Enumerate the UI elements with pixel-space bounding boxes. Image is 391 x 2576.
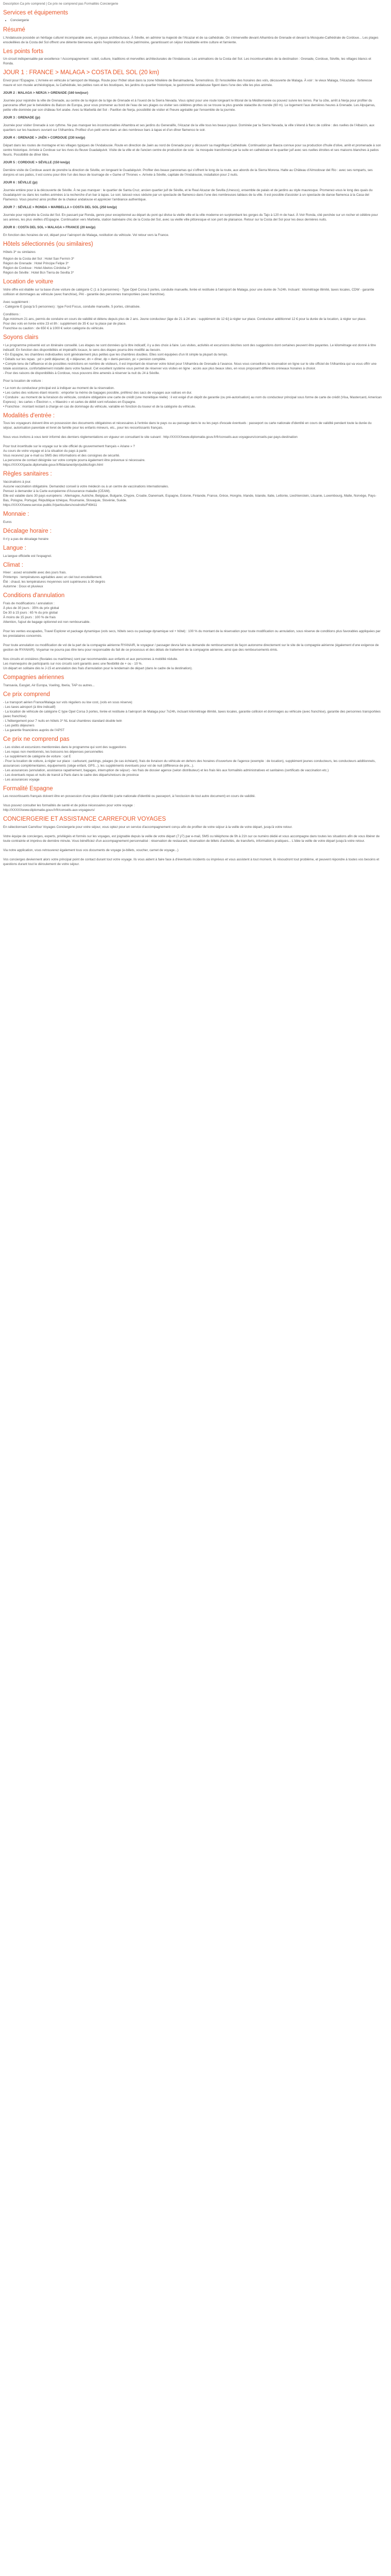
services-title: Services et équipements — [3, 10, 68, 16]
hotels-subtitle: Hôtels 3* ou similaires — [3, 250, 36, 255]
location-conditions-label: Conditions : — [3, 312, 21, 316]
itinerary-day-text: Journée pour rejoindre la ville de Grenade, au centre de la région de la tige de Grenade et à l'ouest de la Sierra Nevada. Vous optez pour une route longeant le littoral de la Méditerranée ou pouvez suivre les terres. Par la côte, arrêt à Nerja pour profiter du panorama offert par le belvédère du Balcon de Europa, pour vous promener au bord de l'eau de ses plages ou visiter ses célèbres grottes où se trouve la plus grande stalactite du monde (60 m). Le logement l'aux dernières heures à Grenade. Les Alpujarras, petite ville dominée par son château fort arabe. Avec la Marbellà del Sol - Pavillon de Nerja, possibilité de visiter et l'heure agréable par l'ensemble de la journée. — [3, 99, 376, 112]
langue-title: Langue : — [3, 545, 26, 551]
monnaie-text: Euros — [3, 520, 12, 524]
prix-comprend-text: - Le transport aérien France/Malaga sur vols réguliers ou low cost, (vols en sous réserve) - Les taxes aéroport (à titre indicatif) - La location de véhicule de catégorie C type Opel Corsa 3 portes, livrée et restituée à l'aéroport de Malaga pour 7x24h, incluant kilométrage illimité, taxes locales, garantie collision et dommages au véhicule (avec franchise), garantie des personnes transportées (avec franchise) - L'hébergement pour 7 nuits en hôtels 3* NL local chambres standard double twin - Les petits déjeuners - La garantie financières auprès de l'APST — [3, 700, 381, 732]
location-text: Votre offre est établie sur la base d'une voiture de catégorie C (1 à 3 personnes) - Type Opel Corsa 3 portes, conduite manuelle, livrée et restituée à l'aéroport de Malaga, pour une durée de 7x24h. Incluant : kilométrage illimité, taxes locales, CDW - garantie collision et dommages au véhicule (avec franchise), PAI - garantie des personnes transportées (avec franchise). — [3, 287, 374, 296]
conditions-annulation-text: Frais de modifications / annulation : À plus de 30 jours : 35% du prix global De 30 à 15 jours : 65 % du prix global À moins de 15 jours : 100 % de frais Attention, l'ajout de bagage optionnel est non remboursable. Pour les ventes escapades, Travel Explorer et package dynamique (vols secs, hôtels secs ou package dynamique vol + hôtel) : 100 % du montant de la réservation pour toute modification ou annulation, sous réserve de conditions plus favorables appliquées par les prestataires concernés. Pour toute annulation ou modification de vol de la part de la compagnie aérienne RYANAIR, le voyageur / passager devra faire sa demande de remboursement de façon autonome directement sur le site de la compagnie aérienne (également d'une exigence de gestion de RYANAIR). Voyamar ne pourra pas être tenu pour responsable du fait de ce processus et des délais de traitement de la compagnie aérienne, ainsi que des remboursements émis. Nos circuits et croisières (fluviales ou maritimes) sont par recommandés aux enfants et aux personnes à mobilité réduite. Les mannequins de participants sur nos circuits sont garantis avec une flexibilité de + ou - 10 %. Un départ en solitaire dès le J-15 et annulation des frais d'annulation pour le lendemain de départ (dans le cadre de la destination). — [3, 602, 381, 671]
itinerary-day-title: JOUR 8 : COSTA DEL SOL > MALAGA > FRANCE (20 km/jp) — [3, 226, 95, 230]
hotels-title: Hôtels sélectionnés (ou similaires) — [3, 241, 93, 248]
hotel-item: Région de Grenade : Hotel Principe Felipe 3* — [3, 262, 69, 266]
langue-text: La langue officielle est l'espagnol. — [3, 554, 52, 558]
conciergerie-text: En sélectionnant Carrefour Voyages Conciergerie pour votre séjour, vous optez pour un service d'accompagnement conçu afin de profiter de votre séjour à la veille de votre départ, jusqu'à votre retour. Votre équipe de concierges, experts, privilégiés et formés sur les voyages, est joignable depuis la veille de votre départ (7 j/7) par e-mail, SMS ou téléphone de 9h à 21h sur ce numéro dédié et vous accompagne dans toutes les situations afin de vous libérer de toute contrainte et imprévu de dernière minute. Vous bénéficiez d'un accompagnement personnalisé : réservation de restaurant, réservation de billets d'activités, de transferts, informations pratiques... L'idée la veille de votre départ jusqu'à votre retour. Via notre application, vous retrouverez également tous vos documents de voyage (e-billets, voucher, carnet de voyage...) Vos concierges deviennent alors votre principal point de contact durant tout votre voyage. Ils vous aident à faire face à d'éventuels incidents ou imprévus et vous assistent à tout moment, ils résoudront tout problème, et peuvent répondre à toutes vos besoins et questions durant tout le déroulement de votre séjour. — [3, 825, 380, 867]
compagnies-title: Compagnies aériennes — [3, 674, 64, 681]
itinerary-day-text: Journée entière pour à la découverte de Séville. À ne pas manquer : le quartier de Santa Cruz, ancien quartier juif de Séville, et le Real Alcazar de Sevilla (Unesco), ensemble de palais et de jardins au style mauresque. Promenez-vous le long des quais du Guadalquivir ou dans les ruelles animées à la recherche d'un bar à tapas. Le soir, laissez-vous séduire par un spectacle de flamenco dans l'une des nombreuses tablaos de la ville. Il est possible d'assister à un spectacle de danse flamenca à la Casa del Flamenco. Vous pourrez ainsi profiter de la chaleur andalouse et apprécier l'ambiance authentique. — [3, 189, 373, 202]
itinerary-day-text: Départ dans les routes de montagne et les villages typiques de l'Andalousie. Route en direction de Jaén au nord de Grenade pour y découvrir sa magnifique Cathédrale. Continuation par Baeza connue pour sa production d'huile d'olive, arrêt et promenade à son centre historique. Arrivée à Cordoue sur les rives du fleuve Guadalquivir. Visite de la ville et de l'ancien centre de production de soie : la mosquée transformée par la suite en cathédrale et le quartier juif avec ses ruelles étroites et ses maisons blanches à patios fleuris. Possibilité de dîner libre. — [3, 144, 381, 157]
sanitaires-title: Règles sanitaires : — [3, 471, 52, 478]
hotel-item: Région de la Costa del Sol : Hotel San Fermín 3* — [3, 257, 74, 261]
tabs-line: Description Ca priv comprend | Ce prix ne comprend pas Formalités Conciergerie — [3, 2, 119, 6]
itinerary-day-title: JOUR 5 : CORDOUE > SÉVILLE (150 km/jp) — [3, 161, 70, 165]
location-info-text: • Le nom du conducteur principal est à indiquer au moment de la réservation. • Les cartes des voitures étant récents : emporter la mémo de bagages possible, préférez des sacs de voyages aux valises en dur. • Conduire : au moment de la livraison du véhicule, conduire obligatoire une carte de crédit (une monétique réelle) : il est exigé d'un dépôt de garantie (ou pré-autorisation) au nom du conducteur principal sous forme de carte de crédit (Visa, Mastercard, American Express) ; les cartes « Électron », « Maestro » et cartes de débit sont refusées en Espagne. • Franchise : montant restant à charge en cas de dommage du véhicule, variable en fonction du loueur et de la catégorie du véhicule. — [3, 386, 382, 409]
location-info-title: Pour la location de voiture : — [3, 379, 43, 383]
climat-title: Climat : — [3, 562, 23, 568]
services-list — [3, 19, 382, 23]
itinerary-day-text: Dernière visite de Cordoue avant de prendre la direction de Séville, en longeant le Guadalquivir. Profiter des beaux panoramas qui s'offrent le long de la route, aux abords de la Sierra Morena. Halte au Château d'Almodovar del Rio : avec ses remparts, ses donjons et ses patios, il est connu pour être l'un des lieux de tournage de « Game of Thrones ». Arrivée à Séville, capitale de l'Andalousie, installation pour 2 nuits. — [3, 168, 373, 177]
prix-ne-comprend-title: Ce prix ne comprend pas — [3, 736, 70, 742]
itinerary-day-title: JOUR 4 : GRENADE > JAÉN > CORDOUE (230 km/jp) — [3, 136, 85, 140]
itinerary-day-text: Journée pour visiter Grenade à son rythme. Ne pas manquer les incontournables Alhambra et ses jardins du Generalife, l'Alcazar de la ville tous les beaux joyaux. Dominée par la Sierra Nevada, la ville s'étend à flanc de colline : des ruelles de l'Albaicín, aux quartiers sur les hauteurs ouvrant sur l'Alhambra. Profitez d'un petit verre dans un des nombreux bars à tapas et d'un dîner flamenco le soir. — [3, 124, 374, 132]
location-supplement: - Catégorie E (jusqu'à 5 personnes) : type Ford Focus, conduite manuelle, 5 portes, climatisée. — [3, 304, 141, 309]
location-title: Location de voiture — [3, 279, 54, 285]
formalite-title: Formalité Espagne — [3, 785, 53, 792]
monnaie-title: Monnaie : — [3, 511, 29, 518]
trip-details-page — [0, 0, 385, 875]
itinerary-day-title: JOUR 3 : GRENADE (jp) — [3, 116, 40, 120]
soyons-clairs-text: • Le programme présenté est un itinéraire conseillé. Les étapes ne sont données qu'à titre indicatif, il y a des choix à faire. Les visites, activités et excursions décrites sont des suggestions dont certaines peuvent être payantes. Le kilométrage est donné à titre indicatif. En fonction des disponibilités et impératifs locaux, le sens des étapes pourra être modifié au besoin. • En Espagne, les chambres individuelles sont généralement plus petites que les chambres doubles. Elles sont équipées d'un lit simple la plupart du temps. • Détails sur les repas : pd = petit déjeuner, dj = déjeuner, dn = dîner, dp = demi-pension, pc = pension complète. • Compte tenu de l'affluence et de possibles restrictions en nombre de visiteurs, il est important de réserver votre ticket pour l'Alhambra de Grenade à l'avance. Nous vous conseillons la réservation en ligne sur le site officiel de l'Alhambra qui va vous offrir une totale assistance, confortablement installé dans votre fauteuil. Cet excellent système vous permet de réserver vos visites en ligne : accès aux plus beaux sites, en vous proposant différents créneaux horaires à choisir. - Pour des raisons de disponibilités à Cordoue, nous pouvons être amenés à réserver la nuit du J4 à Séville. — [3, 343, 377, 375]
service-item: • Conciergerie — [10, 19, 382, 23]
prix-comprend-title: Ce prix comprend — [3, 691, 50, 698]
soyons-clairs-title: Soyons clairs — [3, 334, 39, 341]
itinerary-day-text: Journée pour rejoindre la Costa del Sol. En passant par Ronda, genre pour exceptionnel au départ du pont qui divise la vieille ville et la ville moderne en surplombant les gorges du Tajo à 120 m de haut. À Voir Ronda, cité perchée sur un rocher et célèbre pour ses arènes, les plus vieilles d'Espagne. Continuation vers Marbella, station balnéaire chic de la Costa del Sol, avec sa vieille ville pittoresque et son port de plaisance. Retour sur la Costa del Sol pour les deux dernières nuits. — [3, 213, 378, 222]
compagnies-text: Transavia, Easyjet, Air Europa, Vueling, Iberia, TAP ou autres... — [3, 683, 95, 687]
itinerary-day-1-text: Envol pour l'Espagne. L'Arrivée en véhicule à l'aéroport de Malaga. Route pour l'hôtel situé dans la zone hôtelière de Benalmadena, Torremolinos. Et l'ensoleillée des horaires des vols, découverte de Malaga. À voir : le vieux Malaga, l'Alcazaba - forteresse maure et son musée archéologique, la Cathédrale, les petites rues et les boutiques, les jardins du quartier historique, le gastronomie andalouse figent dans l'une des ville les plus animée. — [3, 79, 372, 88]
conditions-annulation-title: Conditions d'annulation — [3, 592, 65, 599]
decalage-title: Décalage horaire : — [3, 528, 52, 534]
sanitaires-text: Vaccinations à jour. Aucune vaccination obligatoire. Demandez conseil à votre médecin ou à un centre de vaccinations internationales. Pensez à demander à la Carte européenne d'Assurance maladie (CEAM). Elle est valable dans 30 pays européens : Allemagne, Autriche, Belgique, Bulgarie, Chypre, Croatie, Danemark, Espagne, Estonie, Finlande, France, Grèce, Hongrie, Irlande, Islande, Italie, Lettonie, Liechtenstein, Lituanie, Luxembourg, Malte, Norvège, Pays-Bas, Pologne, Portugal, République tchèque, Roumanie, Slovaquie, Slovénie, Suède. https://XXXXXwww.service-public.fr/particuliers/vosdroits/F49411 — [3, 480, 377, 507]
itinerary-day-text: En fonction des horaires de vol, départ pour l'aéroport de Malaga, restitution du véhicule. Vol retour vers la France. — [3, 233, 169, 238]
itinerary-day-title: JOUR 7 : SÉVILLE > RONDA > MARBELLA > COSTA DEL SOL (250 km/jp) — [3, 206, 117, 210]
itinerary-day-1-title: JOUR 1 : FRANCE > MALAGA > COSTA DEL SOL (20 km) — [3, 70, 159, 76]
conciergerie-title: CONCIERGERIE ET ASSISTANCE CARREFOUR VOYAGES — [3, 816, 166, 823]
points-forts-title: Les points forts — [3, 48, 43, 55]
modalites-text: Tous les voyageurs doivent être en possession des documents obligatoires et nécessaires à l'entrée dans le pays ou au passage dans le ou les pays d'escale éventuels : passeport ou carte nationale d'identité en cours de validité pendant toute la durée du séjour, autorisation parentale et livret de famille pour les enfants mineurs, etc., pour les ressortissants français. Nous vous invitons à vous tenir informé des derniers règlementations en vigueur en consultant le site suivant : http://XXXXXwww.diplomatie.gouv.fr/fr/conseils-aux-voyageurs/conseils-par-pays-destination Pour tout incertitude sur le voyage sur le site officiel du gouvernement français « Ariane » ? Au cours de votre voyage et à la situation du pays à partir. Vous recevrez par e-mail ou SMS des informations et des consignes de sécurité. La personne de contact désignée sur votre compte pourra également être prévenue si nécessaire. https://XXXXXpacte.diplomatie.gouv.fr/fildariane/dyn/public/login.html — [3, 421, 372, 467]
decalage-text: Il n'y a pas de décalage horaire — [3, 537, 48, 541]
prix-ne-comprend-text: - Les visites et excursions mentionnées dans le programme qui sont des suggestions - Les repas non mentionnés, les boissons les dépenses personnelles - Le supplément de catégorie de voiture : cat E - Pour la location de voiture, à régler sur place : carburant, parkings, péages (le cas échéant), frais de livraison du véhicule en dehors des horaires d'ouverture de l'agence (exemple : de location), supplément jeunes conducteurs, les conducteurs additionnels, assurances complémentaires, équipements (siège enfant, GPS...), les suppléments éventuels pour vol de nuit (différence de prix...). - Les assurances (annulation, assistance rapatriement, bagages, interruption de séjour) - les frais de dossier agence (selon distributeur) et les frais liés aux formalités administratives et sanitaires (certificats de vaccination etc.) - Les éventuels repas et nuits de transit à Paris dans le cadre des départs/retours de province - Les assurances voyage — [3, 745, 376, 782]
itinerary-day-title: JOUR 6 : SÉVILLE (jp) — [3, 181, 38, 185]
climat-text: Hiver : assez ensoleillé avec des jours frais. Printemps : températures agréables avec un ciel tout ensoleillement. Été : chaud, les températures moyennes sont supérieures à 30 degrés Automne : Doux et pluvieux — [3, 571, 105, 589]
points-forts-text: Un circuit indispensable par excellence ! Accompagnement : soleil, culture, traditions et merveilles architecturales de l'Andalousie. Les animations de la Costa del Sol. Les incontournables de la destination : Grenade, Cordoue, Séville, les villages blancs et Ronda. — [3, 57, 371, 66]
formalite-text: Les ressortissants français doivent être en possession d'une pièce d'identité (carte nationale d'identité ou passeport, à l'exclusion de tout autre document) en cours de validité. Vous pouvez consulter les formalités de santé et de police nécessaires pour votre voyage : http://XXXXXwww.diplomatie.gouv.fr/fr/conseils-aux-voyageurs/ — [3, 794, 256, 812]
resume-text: L'Andalousie possède un héritage culturel incomparable avec, en joyaux architecturaux, À Séville, en admirer la majesté de l'Alcazar et de sa cathédrale. On s'émerveille devant Alhambra de Grenade et devant la Mosquée-Cathédrale de Cordoue... Les plages ensoleillées de la Costa del Sol offrent une détente bienvenue après l'exploration du riche patrimoine, garantissant un séjour inoubliable entre culture et farniente. — [3, 36, 379, 44]
modalites-title: Modalités d'entrée : — [3, 412, 55, 419]
itinerary-day-title: JOUR 2 : MALAGA > NERJA > GRENADE (160 km/jour) — [3, 91, 88, 95]
resume-title: Résumé — [3, 26, 25, 33]
location-conditions: Âge minimum 21 ans, permis de conduire en cours de validité et détenu depuis plus de 2 ans. Jeune conducteur (âge de 21 à 24 ans : supplément de 12 €/j à régler sur place. Conducteur additionnel 12 € pour la durée de la location, à régler sur place. Pour des vols en livrée entre 23 et 8h : supplément de 35 € sur la place par de place. Franchise ou caution : de 650 € à 1000 € selon catégorie du véhicule. — [3, 317, 367, 330]
location-supplement-label: Avec supplément : — [3, 300, 30, 304]
hotel-item: Région de Cordoue : Hotel Abetos Córdoba 3* — [3, 266, 71, 270]
hotel-item: Région de Séville : Hotel Bcn Tierra de Sevilla 3* — [3, 271, 74, 275]
